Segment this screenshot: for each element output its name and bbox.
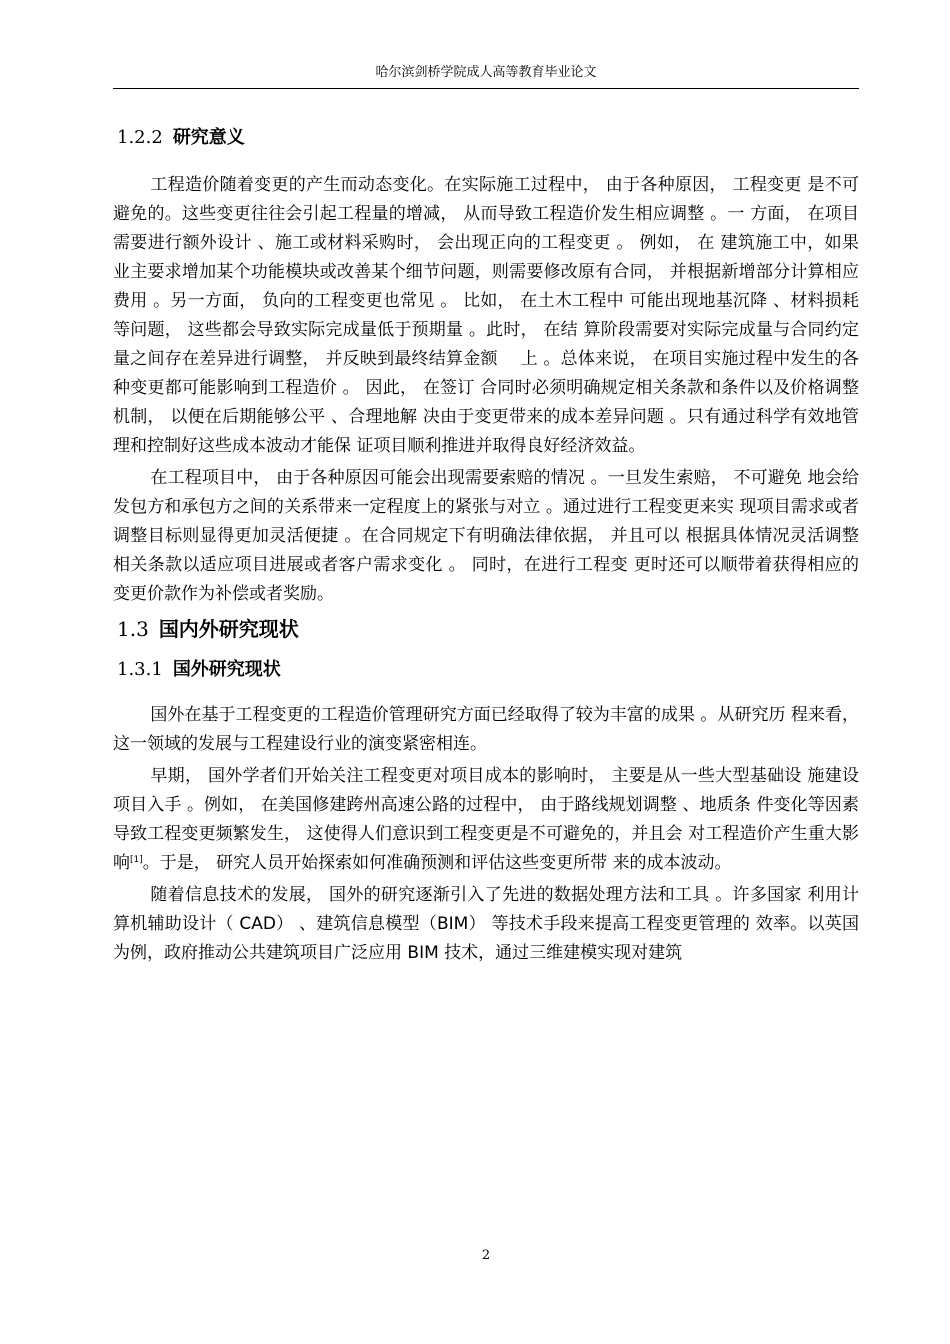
header-rule bbox=[113, 88, 859, 89]
page-body bbox=[113, 120, 859, 971]
paragraph: 工程造价随着变更的产生而动态变化。在实际施工过程中， 由于各种原因， 工程变更 是不可避免的。这些变更往往会引起工程量的增减， 从而导致工程造价发生相应调整 。一 方面， 在项目需要进行额外设计 、施工或材料采购时， 会出现正向的工程变更 。 例如， 在 建筑施工中，如果业主要求增加某个功能模块或改善某个细节问题，则需要修改原有合同， 并根据新增部分计算相应费用 。另一方面， 负向的工程变更也常见 。 比如， 在土木工程中 可能出现地基沉降 、材料损耗等问题， 这些都会导致实际完成量低于预期量 。此时， 在结 算阶段需要对实际完成量与合同约定量之间存在差异进行调整， 并反映到最终结算金额 上 。总体来说， 在项目实施过程中发生的各种变更都可能影响到工程造价 。 因此， 在签订 合同时必须明确规定相关条款和条件以及价格调整机制， 以便在后期能够公平 、合理地解 决由于变更带来的成本差异问题 。只有通过科学有效地管理和控制好这些成本波动才能保 证项目顺利推进并取得良好经济效益。 bbox=[113, 175, 859, 456]
heading-title: 国内外研究现状 bbox=[158, 617, 299, 641]
heading-1-3-1 bbox=[113, 655, 859, 685]
paragraph: 在工程项目中， 由于各种原因可能会出现需要索赔的情况 。一旦发生索赔， 不可避免 地会给发包方和承包方之间的关系带来一定程度上的紧张与对立 。通过进行工程变更来实 现项目需求或者调整目标则显得更加灵活便捷 。在合同规定下有明确法律依据， 并且可以 根据具体情况灵活调整相关条款以适应项目进展或者客户需求变化 。 同时，在进行工程变 更时还可以顺带着获得相应的变更价款作为补偿或者奖励。 bbox=[113, 468, 859, 604]
heading-1-2-2 bbox=[113, 123, 859, 153]
running-header: 哈尔滨剑桥学院成人高等教育毕业论文 bbox=[375, 65, 597, 80]
citation-ref[interactable]: [1] bbox=[130, 855, 143, 865]
paragraph: 随着信息技术的发展， 国外的研究逐渐引入了先进的数据处理方法和工具 。许多国家 利用计算机辅助设计（ CAD） 、建筑信息模型（BIM） 等技术手段来提高工程变更管理的 效率。以英国为例，政府推动公共建筑项目广泛应用 BIM 技术，通过三维建模实现对建筑 bbox=[113, 885, 859, 963]
heading-number: 1.2.2 bbox=[117, 127, 163, 148]
paragraph: 国外在基于工程变更的工程造价管理研究方面已经取得了较为丰富的成果 。从研究历 程来看， 这一领域的发展与工程建设行业的演变紧密相连。 bbox=[113, 705, 859, 754]
paragraph-text: 。于是， 研究人员开始探索如何准确预测和评估这些变更所带 来的成本波动。 bbox=[142, 853, 732, 873]
paragraph-text: 早期， 国外学者们开始关注工程变更对项目成本的影响时， 主要是从一些大型基础设 施建设项目入手 。例如， 在美国修建跨州高速公路的过程中， 由于路线规划调整 、地质条 件变化等因素导致工程变更频繁发生， 这使得人们意识到工程变更是不可避免的，并且会 对工程造价产生重大影响 bbox=[113, 766, 859, 873]
heading-number: 1.3 bbox=[117, 617, 149, 641]
heading-number: 1.3.1 bbox=[117, 659, 163, 680]
heading-1-3 bbox=[113, 613, 859, 645]
page-number: 2 bbox=[481, 1248, 491, 1263]
heading-title: 国外研究现状 bbox=[172, 659, 281, 680]
paragraph bbox=[113, 762, 859, 878]
heading-title: 研究意义 bbox=[172, 127, 245, 148]
